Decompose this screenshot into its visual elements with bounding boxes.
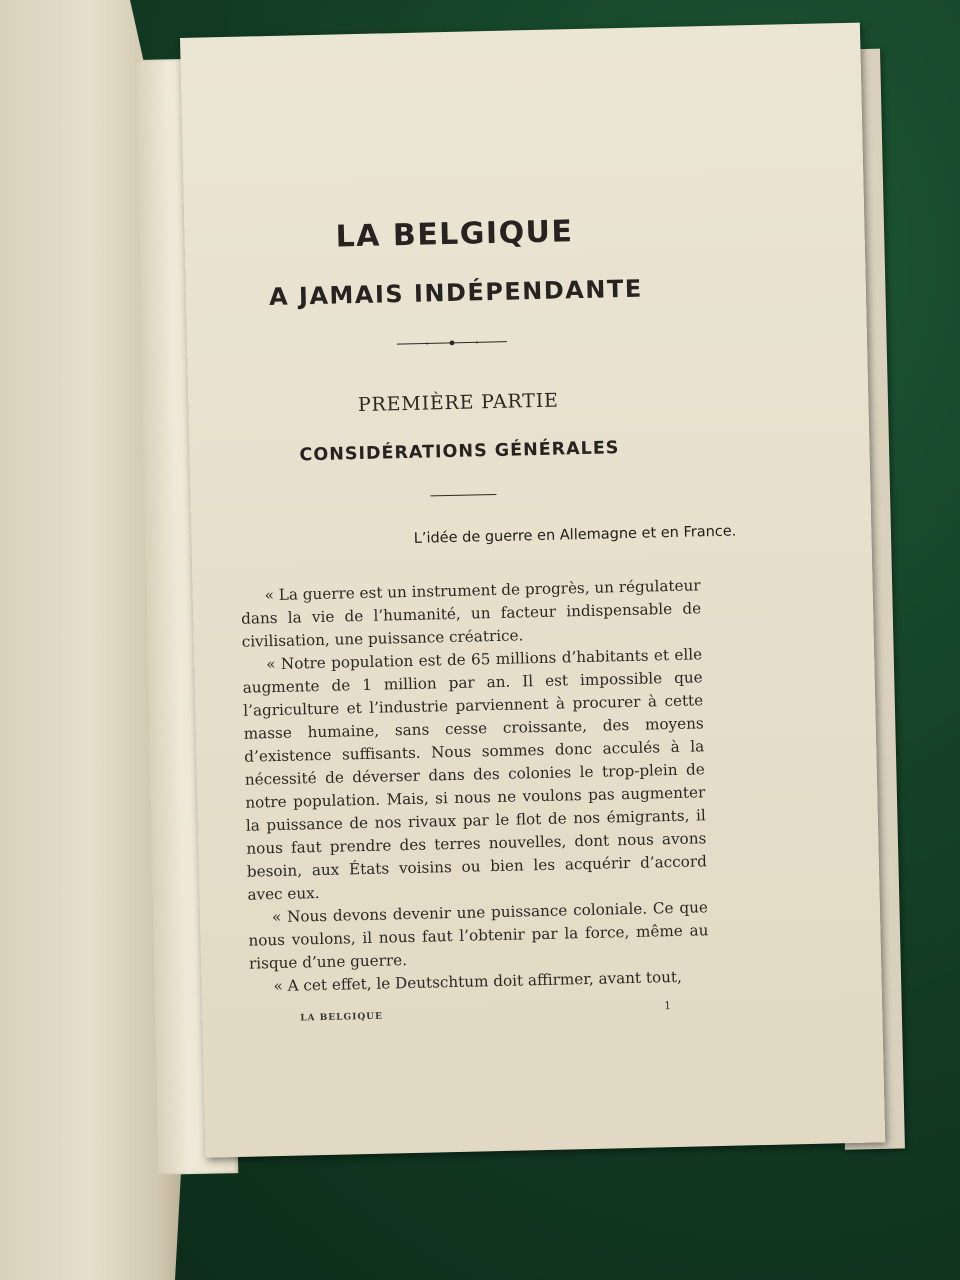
footer-running-title: LA BELGIQUE [300, 1011, 384, 1024]
footer-signature-mark: 1 [663, 999, 672, 1013]
book-page [180, 23, 885, 1158]
book-subtitle: A JAMAIS INDÉPENDANTE [268, 274, 643, 312]
paragraph: « Notre population est de 65 millions d’habitants et elle augmente de 1 million par an. Il est impossible que l’agriculture et l’industrie parviennent à procurer à cette masse humaine, sans cesse croissante, des moyens d’existence suffisants. Nous sommes donc acculés à la nécessité de déverser dans des colonies le trop-plein de notre population. Mais, si nous ne voulons pas augmenter la puissance de nos rivaux par le flot de nos émigrants, il nous faut prendre des terres nouvelles, dont nous avons besoin, aux États voisins ou bien les acquérir d’accord avec eux. [242, 645, 708, 904]
section-heading: CONSIDÉRATIONS GÉNÉRALES [299, 438, 620, 466]
short-rule-divider [430, 494, 496, 496]
part-label: PREMIÈRE PARTIE [357, 389, 559, 417]
paragraph: « La guerre est un instrument de progrès, un régulateur dans la vie de l’humanité, un facteur indispensable de civilisation, une puissance créatrice. [240, 576, 702, 651]
body-text [240, 574, 709, 998]
paragraph: « Nous devons devenir une puissance coloniale. Ce que nous voulons, il nous faut l’obtenir par la force, même au risque d’une guerre. [248, 898, 709, 973]
book-title: LA BELGIQUE [335, 214, 574, 255]
chapter-heading: L’idée de guerre en Allemagne et en France. [413, 523, 737, 547]
ornament-divider [397, 339, 507, 347]
paragraph: « A cet effet, le Deutschtum doit affirmer, avant tout, [273, 967, 683, 996]
